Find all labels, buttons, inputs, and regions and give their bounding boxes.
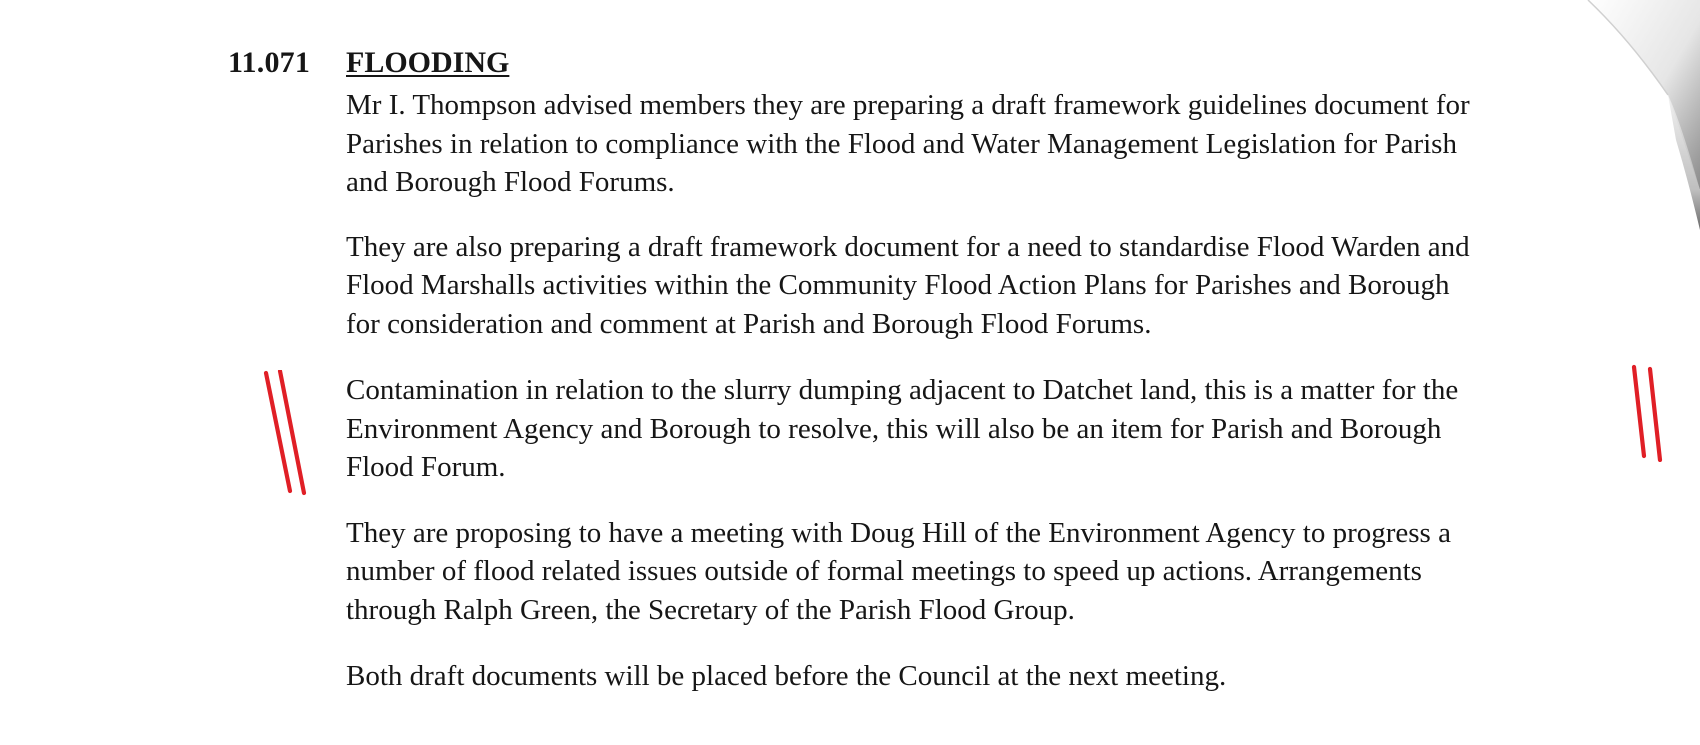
section-number: 11.071 [228, 46, 311, 79]
section-body [346, 86, 1646, 722]
paragraph-environment-agency-meeting: They are proposing to have a meeting with Doug Hill of the Environment Agency to progress a number of flood related issues outside of formal meetings to speed up actions. Arrangements through Ralph Green, the Secretary of the Parish Flood Group. [346, 516, 1451, 626]
right-red-margin-mark [1630, 364, 1674, 462]
left-red-margin-mark [262, 370, 320, 496]
section-title: FLOODING [346, 46, 510, 79]
paragraph-flood-warden-framework: They are also preparing a draft framework document for a need to standardise Flood Warden and Flood Marshalls activities within the Community Flood Action Plans for Parishes and Borough for consideration and comment at Parish and Borough Flood Forums. [346, 230, 1470, 340]
paragraph-contamination: Contamination in relation to the slurry dumping adjacent to Datchet land, this is a matter for the Environment Agency and Borough to resolve, this will also be an item for Parish and Borough Flood Forum. [346, 374, 1459, 483]
paragraph-thompson-advice: Mr I. Thompson advised members they are preparing a draft framework guidelines document for Parishes in relation to compliance with the Flood and Water Management Legislation for Parish and Borough Flood Forums. [346, 89, 1470, 198]
paragraph-council-meeting: Both draft documents will be placed before the Council at the next meeting. [346, 660, 1227, 692]
